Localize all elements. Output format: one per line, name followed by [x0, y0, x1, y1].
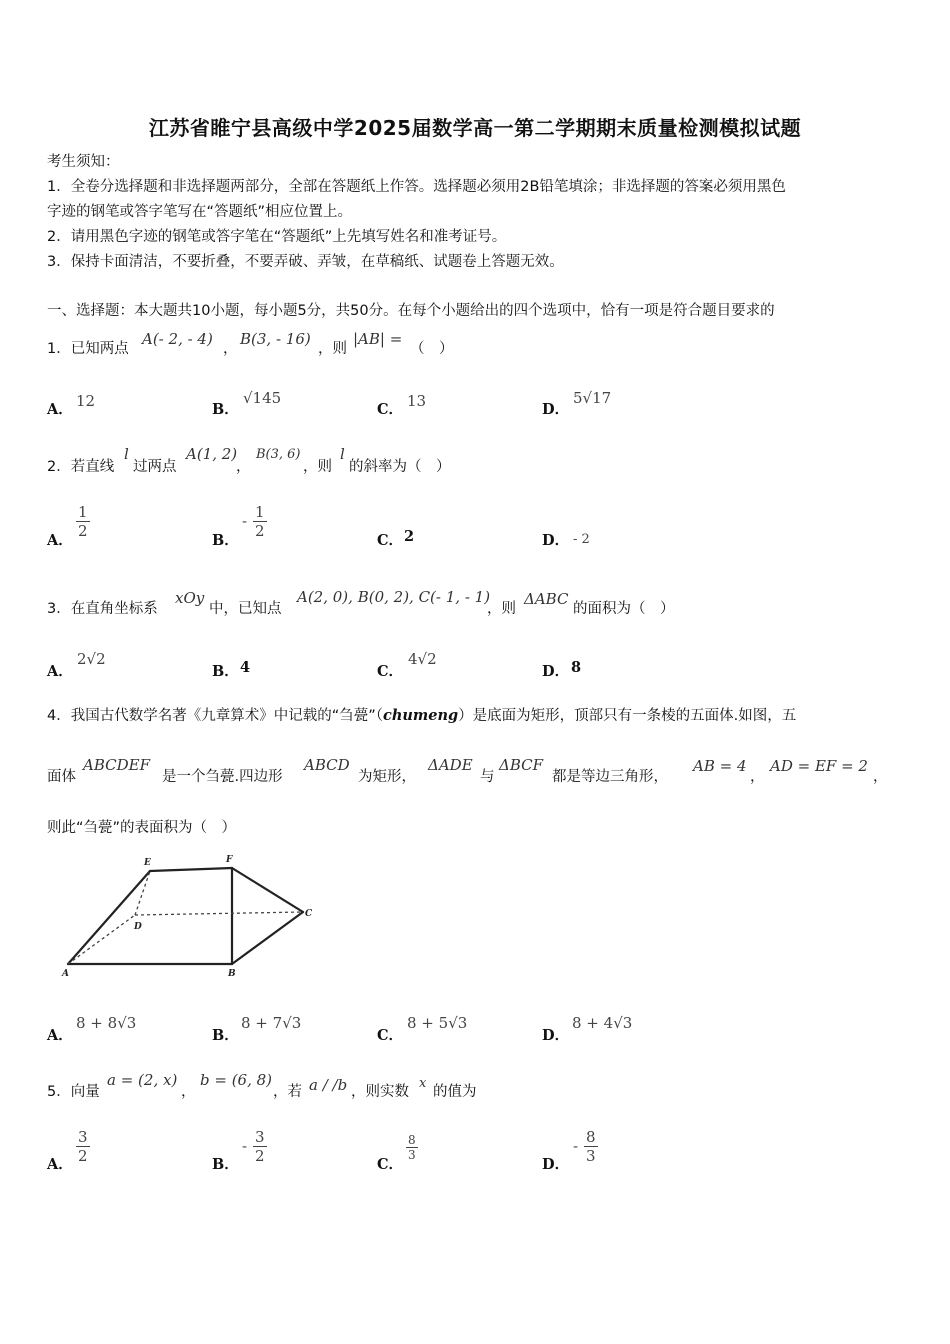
vertex-label: B [228, 969, 236, 979]
edge-FC [232, 868, 303, 912]
question-number: 1． [47, 341, 71, 357]
q-text: 已知两点 [70, 341, 129, 357]
q-text: 我国古代数学名著《九章算术》中记载的“刍甍”（ [70, 708, 384, 724]
math-expr: ΔBCF [499, 756, 544, 774]
option-value: √145 [243, 389, 282, 407]
option-value: 4√2 [408, 650, 437, 668]
q-text: ， [223, 341, 238, 357]
option-value: 8 + 4√3 [572, 1014, 633, 1032]
option-label: C． [377, 401, 404, 418]
math-expr: x [419, 1076, 427, 1091]
exam-title: 江苏省睢宁县高级中学2025届数学高一第二学期期末质量检测模拟试题 [148, 116, 802, 140]
math-expr: B(3, - 16) [240, 330, 311, 348]
q-text: ， [750, 769, 765, 785]
option-value: 2√2 [77, 650, 106, 668]
vertex-label: F [226, 855, 233, 865]
math-expr: AB = 4 [693, 757, 747, 775]
question-number: 5． [47, 1084, 71, 1100]
q-text: ， [181, 1084, 196, 1100]
option-fraction: $\frac{8}{3}$ [408, 1133, 416, 1162]
option-value: 5√17 [573, 389, 612, 407]
option-label: D． [542, 1027, 570, 1044]
math-expr: a / /b [309, 1076, 348, 1094]
pentahedron-figure [60, 852, 322, 982]
q-text: chumeng [383, 707, 459, 724]
notice-line: 字迹的钢笔或答字笔写在“答题纸”相应位置上。 [47, 204, 353, 220]
minus-sign: - [242, 512, 248, 530]
minus-sign: - [242, 1137, 248, 1155]
section-heading: 一、选择题：本大题共10小题，每小题5分，共50分。在每个小题给出的四个选项中，恰有一项是符合题目要求的 [47, 303, 775, 319]
q-text: ， [873, 769, 888, 785]
option-fraction: $\frac{3}{2}$ [78, 1128, 88, 1165]
math-expr: b = (6, 8) [200, 1071, 273, 1089]
notice-heading: 考生须知： [47, 154, 120, 170]
vertex-label: C [305, 909, 313, 919]
option-label: A． [47, 532, 73, 549]
option-fraction: $\frac{8}{3}$ [586, 1128, 596, 1165]
option-label: D． [542, 1156, 570, 1173]
vertex-label: A [62, 969, 69, 979]
option-label: D． [542, 532, 570, 549]
option-value: 8 [571, 659, 582, 676]
math-expr: ΔABC [524, 590, 569, 608]
question-number: 4． [47, 708, 71, 724]
edge-EF [150, 868, 232, 871]
option-label: C． [377, 1027, 404, 1044]
option-label: C． [377, 663, 404, 680]
q-text: 为矩形， [358, 769, 416, 785]
minus-sign: - [573, 1137, 579, 1155]
q-text: ， [236, 459, 251, 475]
q-text: ，则 [303, 459, 332, 475]
option-label: C． [377, 532, 404, 549]
option-label: B． [212, 1027, 239, 1044]
edge-DC [135, 912, 303, 915]
notice-line: 3．保持卡面清洁，不要折叠，不要弄破、弄皱，在草稿纸、试题卷上答题无效。 [47, 254, 564, 270]
option-label: B． [212, 663, 239, 680]
math-expr: B(3, 6) [256, 447, 301, 462]
math-expr: A(1, 2) [186, 445, 238, 463]
math-expr: l [124, 445, 129, 463]
option-label: B． [212, 532, 239, 549]
q-text: 中，已知点 [209, 601, 282, 617]
question-5-stem [47, 1082, 100, 1102]
edge-BC [232, 912, 303, 964]
question-4-stem [47, 706, 796, 726]
edge-AE [68, 871, 150, 964]
option-label: A． [47, 1027, 73, 1044]
math-expr: xOy [175, 589, 205, 607]
q-text: 向量 [70, 1084, 100, 1100]
option-label: B． [212, 1156, 239, 1173]
option-label: A． [47, 663, 73, 680]
question-3-stem [47, 599, 158, 619]
option-value: 12 [76, 392, 96, 410]
q-text: 的面积为（ ） [573, 601, 675, 617]
option-label: A． [47, 1156, 73, 1173]
option-label: B． [212, 401, 239, 418]
q-text: 是一个刍甍.四边形 [162, 769, 283, 785]
notice-line: 2．请用黑色字迹的钢笔或答字笔在“答题纸”上先填写姓名和准考证号。 [47, 229, 507, 245]
question-1-stem [47, 339, 129, 359]
math-expr: AD = EF = 2 [770, 757, 868, 775]
question-number: 3． [47, 601, 71, 617]
option-fraction: $\frac{1}{2}$ [78, 503, 88, 540]
option-value: - 2 [573, 532, 590, 547]
q-text: ，若 [273, 1084, 302, 1100]
question-number: 2． [47, 459, 71, 475]
q-text: 的值为 [433, 1084, 477, 1100]
option-value: 4 [240, 659, 251, 676]
math-expr: ΔADE [428, 756, 473, 774]
q-text: ）是底面为矩形，顶部只有一条棱的五面体.如图，五 [458, 708, 797, 724]
option-label: A． [47, 401, 73, 418]
math-expr: a = (2, x) [107, 1071, 178, 1089]
option-label: D． [542, 663, 570, 680]
math-expr: ABCD [304, 756, 350, 774]
q-text: 的斜率为（ ） [349, 459, 451, 475]
option-label: D． [542, 401, 570, 418]
option-label: C． [377, 1156, 404, 1173]
q-text: （ ） [410, 341, 454, 357]
option-value: 8 + 5√3 [407, 1014, 468, 1032]
q-text: ，则 [318, 341, 347, 357]
option-value: 13 [407, 392, 427, 410]
q-text: ，则实数 [351, 1084, 409, 1100]
option-value: 8 + 8√3 [76, 1014, 137, 1032]
math-expr: A(2, 0), B(0, 2), C(- 1, - 1) [297, 588, 491, 606]
q-text: 与 [480, 769, 495, 785]
option-fraction: $\frac{3}{2}$ [255, 1128, 265, 1165]
option-value: 8 + 7√3 [241, 1014, 302, 1032]
q-text: 则此“刍甍”的表面积为（ ） [47, 820, 237, 836]
q-text: 面体 [47, 769, 76, 785]
math-expr: l [340, 445, 345, 463]
edge-DE [135, 871, 150, 915]
notice-line: 1．全卷分选择题和非选择题两部分，全部在答题纸上作答。选择题必须用2B铅笔填涂；非选择题的答案必须用黑色 [47, 179, 786, 195]
math-expr: ABCDEF [83, 756, 150, 774]
question-2-stem [47, 457, 114, 477]
q-text: 在直角坐标系 [70, 601, 158, 617]
vertex-label: E [144, 858, 151, 868]
q-text: 若直线 [70, 459, 115, 475]
math-expr: A(- 2, - 4) [142, 330, 213, 348]
edge-AD [68, 915, 135, 964]
q-text: 过两点 [133, 459, 177, 475]
option-value: 2 [404, 528, 415, 545]
option-fraction: $\frac{1}{2}$ [255, 503, 265, 540]
math-expr: |AB| = [353, 330, 403, 348]
q-text: ，则 [487, 601, 516, 617]
q-text: 都是等边三角形， [552, 769, 668, 785]
vertex-label: D [134, 922, 142, 932]
